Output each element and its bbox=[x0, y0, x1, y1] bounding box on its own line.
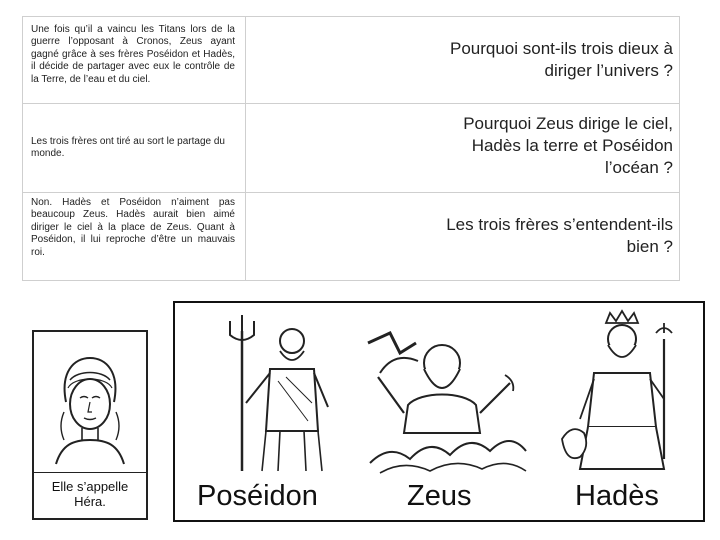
question-2: Pourquoi Zeus dirige le ciel, Hadès la terre et Poséidon l’océan ? bbox=[463, 114, 673, 177]
answer-text-2: Les trois frères ont tiré au sort le partage du monde. bbox=[31, 136, 225, 160]
answer-text-3: Non. Hadès et Poséidon n’aiment pas beaucoup Zeus. Hadès aurait bien aimé diriger le ciel à la place de Zeus. Quant à Poséidon, il lui reproche d’être un mauvais roi. bbox=[31, 197, 235, 258]
question-grid bbox=[22, 16, 680, 281]
zeus-figure-icon bbox=[360, 313, 530, 478]
grid-divider-row-2 bbox=[23, 192, 679, 193]
question-3: Les trois frères s’entendent-ils bien ? bbox=[446, 215, 673, 256]
hera-portrait-icon bbox=[34, 332, 145, 472]
grid-divider-vertical bbox=[245, 17, 246, 280]
hades-figure-icon bbox=[560, 309, 690, 474]
answer-text-1: Une fois qu’il a vaincu les Titans lors de la guerre l’opposant à Cronos, Zeus ayant gagné grâce à ses frères Poséidon et Hadès, il décide de partager avec eux le contrôle de la Terre, de l’eau et du ciel. bbox=[31, 24, 235, 85]
god-name-poseidon: Poséidon bbox=[197, 480, 318, 512]
hera-caption-line-1: Elle s’appelle bbox=[51, 479, 129, 494]
gods-panel bbox=[173, 301, 705, 522]
god-name-zeus: Zeus bbox=[407, 480, 472, 512]
poseidon-figure-icon bbox=[220, 311, 340, 476]
hera-caption bbox=[34, 472, 146, 518]
hera-caption-line-2: Héra. bbox=[74, 494, 106, 509]
god-name-hades: Hadès bbox=[575, 480, 659, 512]
hera-card bbox=[32, 330, 148, 520]
grid-divider-row-1 bbox=[23, 103, 679, 104]
question-1: Pourquoi sont-ils trois dieux à diriger l’univers ? bbox=[449, 39, 673, 80]
